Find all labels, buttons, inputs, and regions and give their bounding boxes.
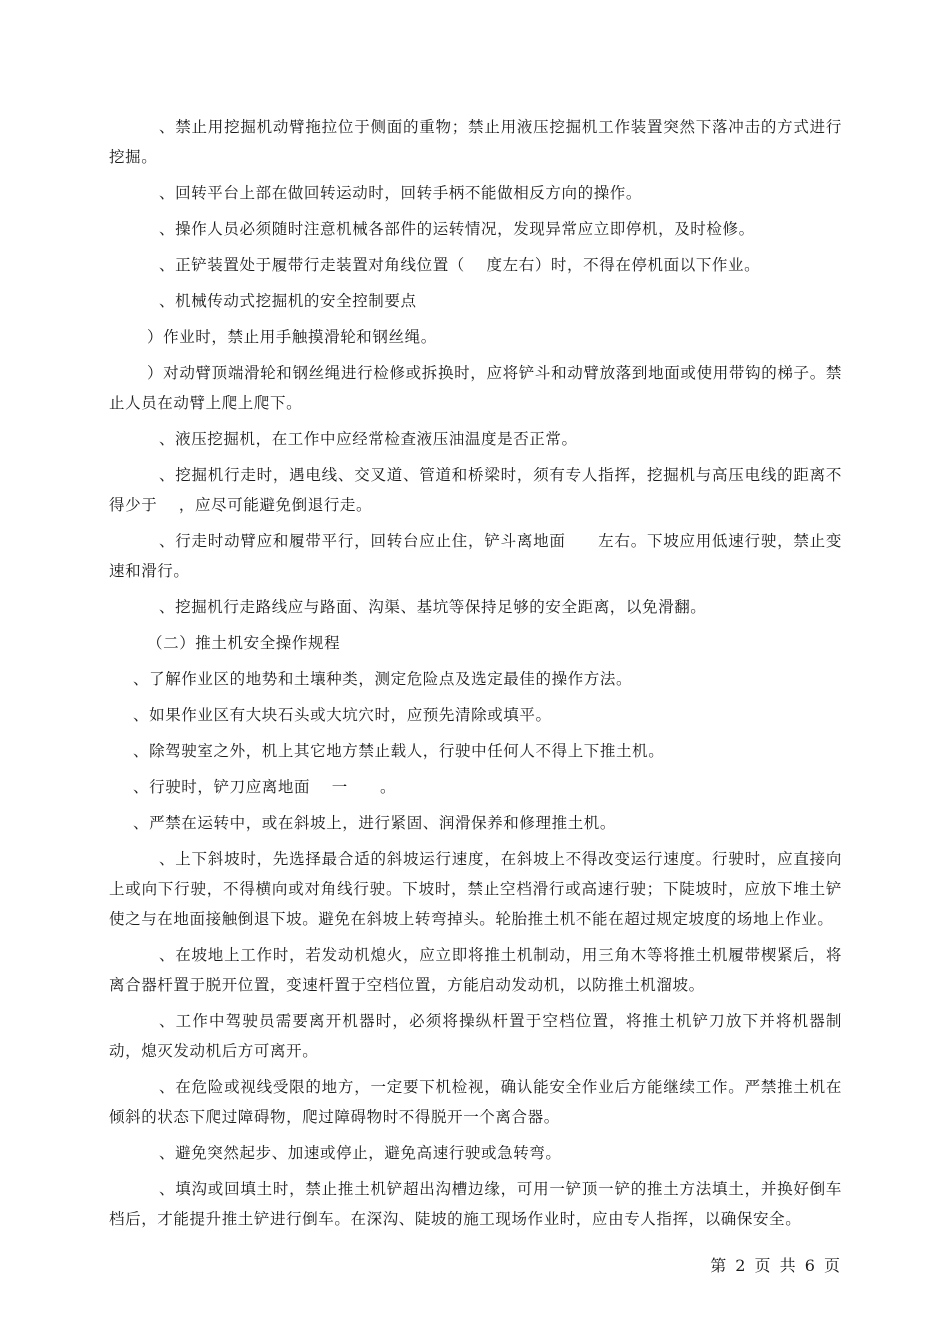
paragraph-dangerous-areas: 、在危险或视线受限的地方，一定要下机检视，确认能安全作业后方能继续工作。严禁推土机在倾斜的状态下爬过障碍物，爬过障碍物时不得脱开一个离合器。	[109, 1078, 842, 1126]
paragraph-rotation-platform: 、回转平台上部在做回转运动时，回转手柄不能做相反方向的操作。	[159, 184, 643, 202]
paragraph-avoid-sudden: 、避免突然起步、加速或停止，避免高速行驶或急转弯。	[159, 1144, 562, 1162]
paragraph-mechanical-control-heading: 、机械传动式挖掘机的安全控制要点	[159, 292, 417, 310]
paragraph-travel-route: 、挖掘机行走路线应与路面、沟渠、基坑等保持足够的安全距离，以免滑翻。	[159, 598, 707, 616]
paragraph-blade-height: 、行驶时，铲刀应离地面 一 。	[133, 778, 397, 796]
paragraph-excavator-dragging: 、禁止用挖掘机动臂拖拉位于侧面的重物；禁止用液压挖掘机工作装置突然下落冲击的方式进行挖掘。	[109, 118, 842, 166]
paragraph-boom-maintenance: ）对动臂顶端滑轮和钢丝绳进行检修或拆换时，应将铲斗和动臂放落到地面或使用带钩的梯子。禁止人员在动臂上爬上爬下。	[109, 364, 842, 412]
paragraph-boom-parallel: 、行走时动臂应和履带平行，回转台应止住，铲斗离地面 左右。下坡应用低速行驶，禁止变速和滑行。	[109, 532, 842, 580]
paragraph-engine-stall: 、在坡地上工作时，若发动机熄火，应立即将推土机制动，用三角木等将推土机履带楔紧后，将离合器杆置于脱开位置，变速杆置于空档位置，方能启动发动机，以防推土机溜坡。	[109, 946, 842, 994]
paragraph-no-touch-pulley: ）作业时，禁止用手触摸滑轮和钢丝绳。	[147, 328, 437, 346]
paragraph-front-shovel: 、正铲装置处于履带行走装置对角线位置（ 度左右）时，不得在停机面以下作业。	[159, 256, 761, 274]
paragraph-backfill: 、填沟或回填土时，禁止推土机铲超出沟槽边缘，可用一铲顶一铲的推土方法填土，并换好倒车档后，才能提升推土铲进行倒车。在深沟、陡坡的施工现场作业时，应由专人指挥，以确保安全。	[109, 1180, 842, 1228]
paragraph-no-passengers: 、除驾驶室之外，机上其它地方禁止载人，行驶中任何人不得上下推土机。	[133, 742, 665, 760]
document-body	[109, 112, 842, 1240]
paragraph-clear-obstacles: 、如果作业区有大块石头或大坑穴时，应预先清除或填平。	[133, 706, 552, 724]
paragraph-slope-operation: 、上下斜坡时，先选择最合适的斜坡运行速度，在斜坡上不得改变运行速度。行驶时，应直接向上或向下行驶，不得横向或对角线行驶。下坡时，禁止空档滑行或高速行驶；下陡坡时，应放下堆土铲使之与在地面接触倒退下坡。避免在斜坡上转弯掉头。轮胎推土机不能在超过规定坡度的场地上作业。	[109, 850, 842, 928]
paragraph-operator-attention: 、操作人员必须随时注意机械各部件的运转情况，发现异常应立即停机，及时检修。	[159, 220, 755, 238]
paragraph-hydraulic-oil: 、液压挖掘机，在工作中应经常检查液压油温度是否正常。	[159, 430, 578, 448]
paragraph-leave-machine: 、工作中驾驶员需要离开机器时，必须将操纵杆置于空档位置，将推土机铲刀放下并将机器制动，熄灭发动机后方可离开。	[109, 1012, 842, 1060]
section-heading-bulldozer: （二）推土机安全操作规程	[147, 634, 341, 652]
page-number-footer: 第 2 页 共 6 页	[710, 1256, 842, 1275]
paragraph-excavator-travel: 、挖掘机行走时，遇电线、交叉道、管道和桥梁时，须有专人指挥，挖掘机与高压电线的距离不得少于 ，应尽可能避免倒退行走。	[109, 466, 842, 514]
paragraph-no-maintenance-running: 、严禁在运转中，或在斜坡上，进行紧固、润滑保养和修理推土机。	[133, 814, 617, 832]
paragraph-understand-terrain: 、了解作业区的地势和土壤种类，测定危险点及选定最佳的操作方法。	[133, 670, 633, 688]
